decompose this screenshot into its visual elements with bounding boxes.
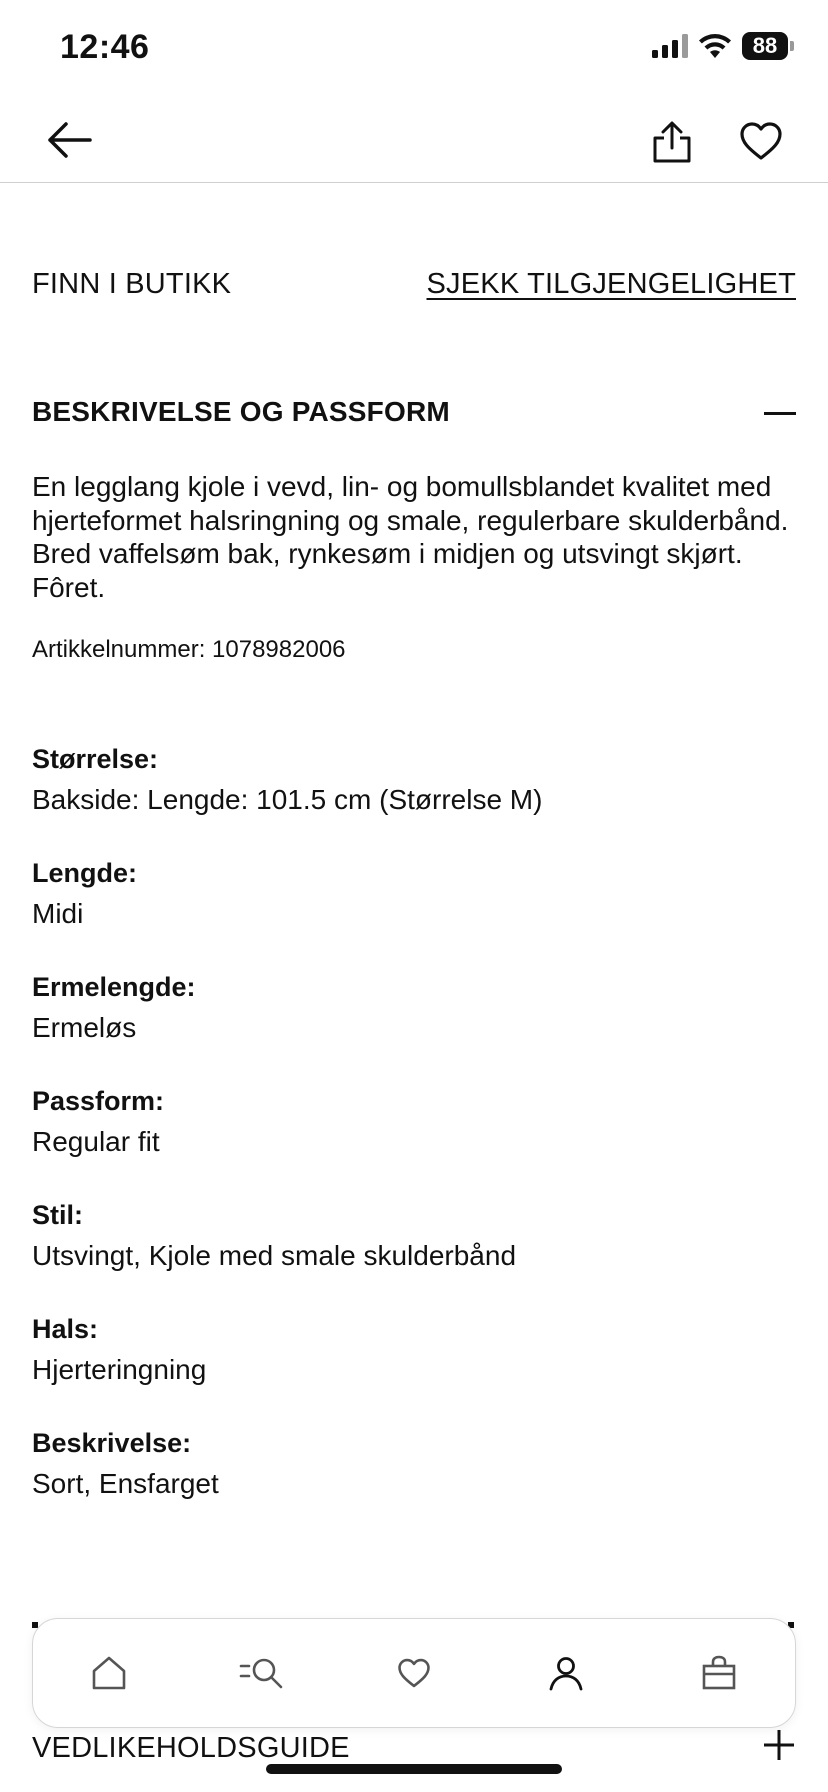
- attribute-label: Passform:: [32, 1086, 165, 1116]
- signal-icon: [652, 34, 688, 58]
- bottom-tab-bar: [32, 1618, 796, 1728]
- expand-care-guide-button[interactable]: [762, 1728, 796, 1762]
- attribute-label: Størrelse:: [32, 744, 159, 774]
- wifi-icon: [698, 33, 732, 59]
- attribute-size: [32, 742, 792, 818]
- section-title-description[interactable]: BESKRIVELSE OG PASSFORM: [32, 396, 450, 427]
- attribute-length: [32, 856, 792, 932]
- attribute-label: Ermelengde:: [32, 972, 196, 1002]
- share-icon: [650, 120, 694, 164]
- attribute-fit: [32, 1084, 792, 1160]
- tab-home[interactable]: [79, 1643, 139, 1703]
- attribute-value: Ermeløs: [32, 1012, 137, 1043]
- attribute-value: Regular fit: [32, 1126, 160, 1157]
- attribute-value: Midi: [32, 898, 84, 929]
- back-button[interactable]: [46, 120, 94, 160]
- section-title-care-guide[interactable]: VEDLIKEHOLDSGUIDE: [32, 1732, 350, 1764]
- account-icon: [548, 1655, 584, 1691]
- tab-bag[interactable]: [689, 1643, 749, 1703]
- find-in-store-link[interactable]: FINN I BUTIKK: [32, 268, 232, 300]
- status-time: 12:46: [60, 28, 150, 66]
- heart-icon: [396, 1657, 432, 1689]
- article-number: Artikkelnummer: 1078982006: [32, 636, 346, 663]
- tab-favorites[interactable]: [384, 1643, 444, 1703]
- heart-icon: [738, 120, 784, 162]
- attribute-neck: [32, 1312, 792, 1388]
- plus-icon: [762, 1728, 796, 1762]
- attribute-list: [32, 742, 792, 1540]
- bag-icon: [701, 1655, 737, 1691]
- attribute-sleeve-length: [32, 970, 792, 1046]
- attribute-value: Hjerteringning: [32, 1354, 207, 1385]
- attribute-description: [32, 1426, 792, 1502]
- check-availability-link[interactable]: SJEKK TILGJENGELIGHET: [426, 268, 796, 300]
- status-icons: [652, 32, 794, 60]
- product-description: En legglang kjole i vevd, lin- og bomullsblandet kvalitet med hjerteformet halsringning og smale, regulerbare skulderbånd. Bred vaffelsøm bak, rynkesøm i midjen og utsvingt skjørt. Fôret.: [32, 471, 789, 603]
- battery-icon: 88: [742, 32, 788, 60]
- home-indicator: [266, 1764, 562, 1774]
- tab-account[interactable]: [536, 1643, 596, 1703]
- attribute-label: Beskrivelse:: [32, 1428, 192, 1458]
- attribute-label: Hals:: [32, 1314, 99, 1344]
- attribute-style: [32, 1198, 792, 1274]
- share-button[interactable]: [650, 120, 694, 164]
- attribute-label: Stil:: [32, 1200, 83, 1230]
- favorite-button[interactable]: [738, 120, 784, 162]
- battery-cap: [790, 41, 794, 51]
- arrow-left-icon: [46, 120, 94, 160]
- attribute-value: Bakside: Lengde: 101.5 cm (Størrelse M): [32, 784, 543, 815]
- minus-icon[interactable]: [764, 412, 796, 415]
- attribute-label: Lengde:: [32, 858, 137, 888]
- attribute-value: Sort, Ensfarget: [32, 1468, 219, 1499]
- attribute-value: Utsvingt, Kjole med smale skulderbånd: [32, 1240, 517, 1271]
- home-icon: [90, 1655, 128, 1691]
- nav-divider: [0, 182, 828, 183]
- search-icon: [239, 1656, 285, 1690]
- tab-search[interactable]: [232, 1643, 292, 1703]
